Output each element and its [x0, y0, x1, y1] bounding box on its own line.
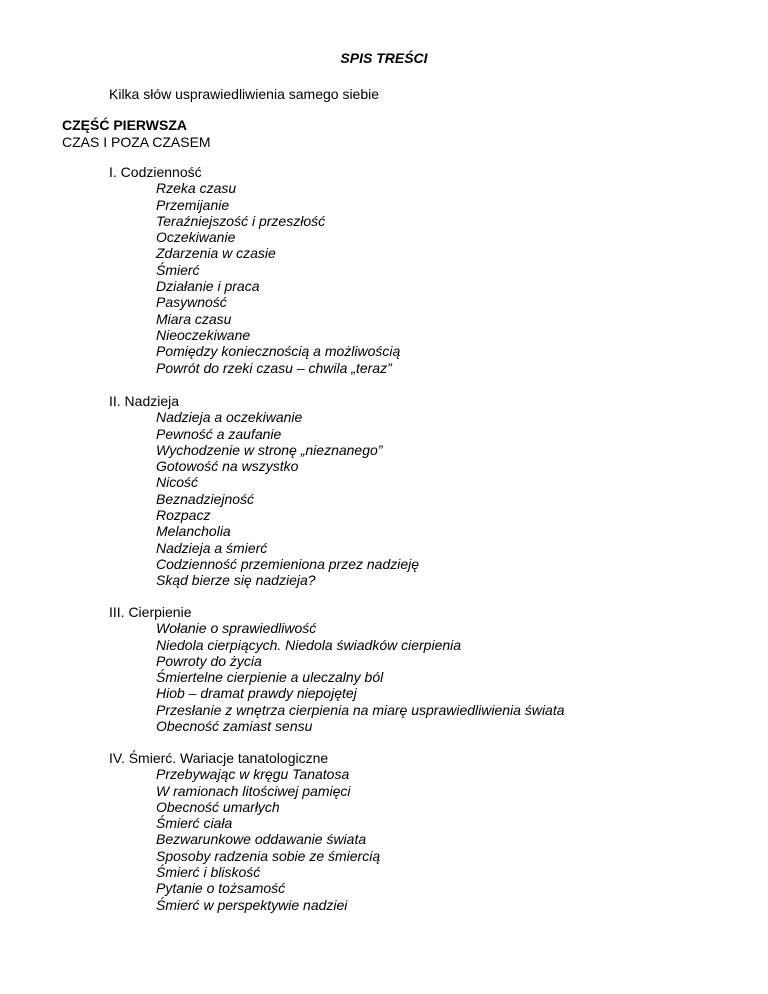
toc-entry: Zdarzenia w czasie	[156, 245, 276, 262]
chapter-title: I. Codzienność	[109, 164, 202, 180]
toc-entry: Wołanie o sprawiedliwość	[156, 620, 317, 637]
toc-entry: Śmierć	[156, 261, 200, 278]
toc-entry: Sposoby radzenia sobie ze śmiercią	[156, 847, 381, 864]
chapter-1	[109, 164, 400, 376]
toc-entry: Pasywność	[156, 294, 227, 311]
toc-entry: Niedola cierpiących. Niedola świadków cierpienia	[156, 636, 462, 653]
toc-entry: Obecność zamiast sensu	[156, 718, 313, 735]
toc-entry: Codzienność przemieniona przez nadzieję	[156, 555, 420, 572]
toc-entry: Miara czasu	[156, 310, 232, 327]
chapter-item-list	[109, 766, 380, 913]
part-heading: CZĘŚĆ PIERWSZA	[62, 117, 187, 133]
toc-entry: Pewność a zaufanie	[156, 425, 282, 442]
chapter-title: IV. Śmierć. Wariacje tanatologiczne	[109, 750, 329, 766]
toc-entry: Rozpacz	[156, 507, 211, 524]
chapter-4	[109, 750, 380, 913]
toc-entry: W ramionach litościwej pamięci	[156, 782, 351, 799]
toc-entry: Beznadziejność	[156, 490, 255, 507]
toc-entry: Przesłanie z wnętrza cierpienia na miarę usprawiedliwienia świata	[156, 701, 565, 718]
toc-entry: Pomiędzy koniecznością a możliwością	[156, 343, 401, 360]
toc-entry: Śmierć i bliskość	[156, 864, 261, 881]
toc-entry: Skąd bierze się nadzieja?	[156, 572, 316, 589]
chapter-3	[109, 604, 565, 734]
toc-entry: Pytanie o tożsamość	[156, 880, 286, 897]
toc-entry: Wychodzenie w stronę „nieznanego”	[156, 441, 383, 458]
toc-entry: Powroty do życia	[156, 652, 262, 669]
toc-entry: Śmierć ciała	[156, 815, 233, 832]
page-title: SPIS TREŚCI	[340, 50, 428, 66]
chapter-title: III. Cierpienie	[109, 604, 192, 620]
toc-entry: Nadzieja a oczekiwanie	[156, 409, 303, 426]
toc-entry: Obecność umarłych	[156, 798, 280, 815]
toc-entry: Przebywając w kręgu Tanatosa	[156, 766, 350, 783]
chapter-item-list	[109, 409, 419, 588]
intro-entry: Kilka słów usprawiedliwienia samego siebie	[109, 86, 380, 102]
toc-entry: Przemijanie	[156, 196, 230, 213]
toc-entry: Rzeka czasu	[156, 180, 237, 197]
toc-entry: Powrót do rzeki czasu – chwila „teraz”	[156, 359, 392, 376]
chapter-item-list	[109, 620, 565, 734]
part-subtitle: CZAS I POZA CZASEM	[62, 134, 211, 150]
toc-entry: Melancholia	[156, 523, 231, 540]
toc-entry: Gotowość na wszystko	[156, 458, 299, 475]
chapter-item-list	[109, 180, 400, 376]
toc-entry: Nieoczekiwane	[156, 326, 251, 343]
toc-entry: Śmiertelne cierpienie a uleczalny ból	[156, 669, 384, 686]
toc-entry: Bezwarunkowe oddawanie świata	[156, 831, 367, 848]
toc-entry: Śmierć w perspektywie nadziei	[156, 896, 348, 913]
toc-entry: Hiob – dramat prawdy niepojętej	[156, 685, 357, 702]
toc-entry: Nadzieja a śmierć	[156, 539, 268, 556]
toc-entry: Teraźniejszość i przeszłość	[156, 212, 326, 229]
chapter-2	[109, 393, 419, 589]
toc-entry: Działanie i praca	[156, 278, 260, 295]
toc-entry: Oczekiwanie	[156, 229, 236, 246]
toc-entry: Nicość	[156, 474, 199, 491]
chapter-title: II. Nadzieja	[109, 393, 180, 409]
